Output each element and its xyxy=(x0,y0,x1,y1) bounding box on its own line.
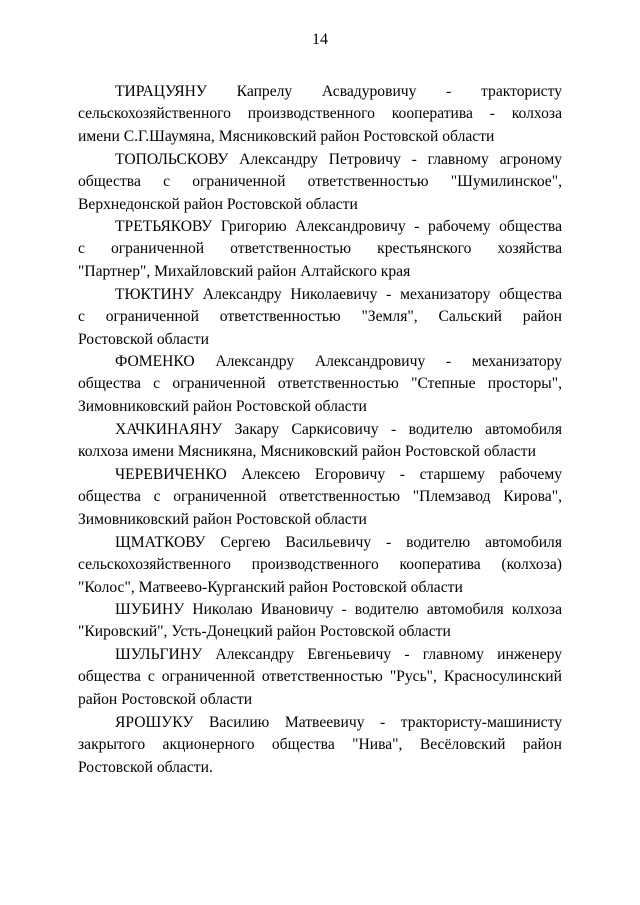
paragraph-line: общества с ограниченной ответственностью "Степные просторы", xyxy=(78,375,562,393)
paragraph-line: с ограниченной ответственностью "Земля", Сальский район xyxy=(78,308,562,326)
paragraph-line: ТИРАЦУЯНУ Капрелу Асвадуровичу - трактористу xyxy=(115,83,562,100)
paragraph-line: ЯРОШУКУ Василию Матвеевичу - трактористу-машинисту xyxy=(115,714,562,731)
paragraph-line: сельскохозяйственного производственного кооператива - колхоза xyxy=(78,105,562,123)
paragraph-line: ХАЧКИНАЯНУ Закару Саркисовичу - водителю автомобиля xyxy=(115,421,562,438)
paragraph-line: с ограниченной ответственностью крестьянского хозяйства xyxy=(78,240,562,258)
paragraph-line: сельскохозяйственного производственного кооператива (колхоза) xyxy=(78,556,562,574)
paragraph-line: "Партнер", Михайловский район Алтайского края xyxy=(78,262,411,280)
paragraph-line: ЧЕРЕВИЧЕНКО Алексею Егоровичу - старшему рабочему xyxy=(115,466,562,483)
paragraph-line: Зимовниковский район Ростовской области xyxy=(78,397,367,415)
page-number: 14 xyxy=(312,31,328,48)
paragraph-line: общества с ограниченной ответственностью "Племзавод Кирова", xyxy=(78,488,562,506)
paragraph-line: общества с ограниченной ответственностью "Шумилинское", xyxy=(78,173,562,191)
paragraph-line: общества с ограниченной ответственностью "Русь", Красносулинский xyxy=(78,668,562,686)
paragraph-line: Ростовской области xyxy=(78,330,209,348)
paragraph-line: ЩМАТКОВУ Сергею Васильевичу - водителю автомобиля xyxy=(115,534,562,551)
paragraph-line: имени С.Г.Шаумяна, Мясниковский район Ростовской области xyxy=(78,127,495,145)
paragraph-line: "Кировский", Усть-Донецкий район Ростовской области xyxy=(78,623,451,641)
paragraph-line: район Ростовской области xyxy=(78,690,253,708)
paragraph-line: "Колос", Матвеево-Курганский район Ростовской области xyxy=(78,578,463,596)
paragraph-line: ТОПОЛЬСКОВУ Александру Петровичу - главному агроному xyxy=(115,151,562,168)
paragraph-line: ШУБИНУ Николаю Ивановичу - водителю автомобиля колхоза xyxy=(115,601,562,618)
paragraph-line: ШУЛЬГИНУ Александру Евгеньевичу - главному инженеру xyxy=(115,646,562,663)
paragraph-line: Верхнедонской район Ростовской области xyxy=(78,195,358,213)
paragraph-line: Зимовниковский район Ростовской области xyxy=(78,510,367,528)
paragraph-line: Ростовской области. xyxy=(78,758,213,776)
paragraph-line: ФОМЕНКО Александру Александровичу - механизатору xyxy=(115,353,562,370)
paragraph-line: колхоза имени Мясникяна, Мясниковский район Ростовской области xyxy=(78,443,536,461)
paragraph-line: ТЮКТИНУ Александру Николаевичу - механизатору общества xyxy=(115,286,562,303)
paragraph-line: закрытого акционерного общества "Нива", Весёловский район xyxy=(78,736,562,754)
paragraph-line: ТРЕТЬЯКОВУ Григорию Александровичу - рабочему общества xyxy=(115,218,562,235)
